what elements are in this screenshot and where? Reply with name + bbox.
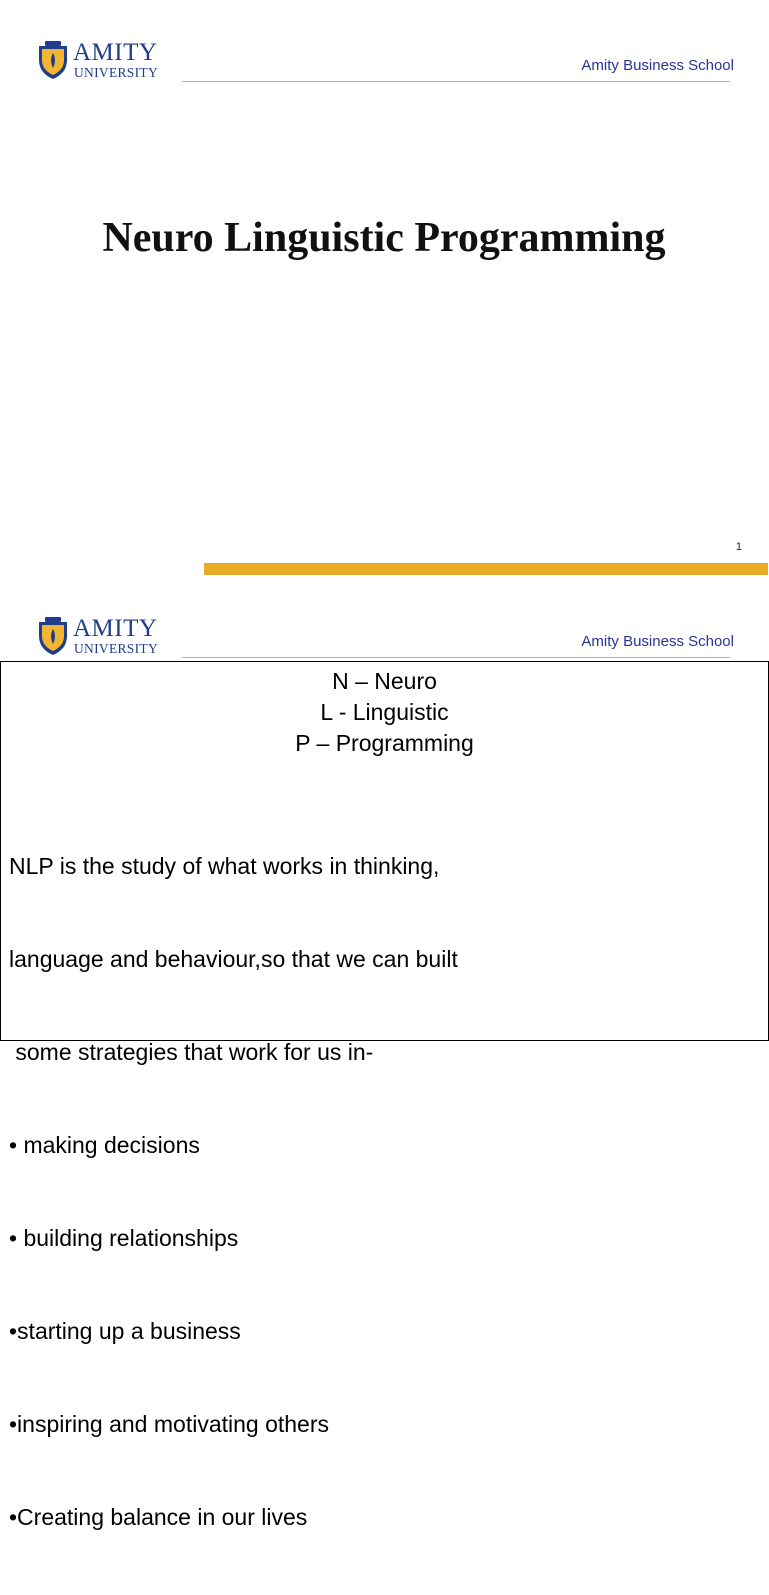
header-divider [182, 81, 730, 82]
bullet-item: •Creating balance in our lives [9, 1504, 308, 1530]
page-number: 1 [735, 541, 742, 553]
bullet-item: •inspiring and motivating others [9, 1411, 330, 1437]
logo-word-amity: AMITY [73, 615, 158, 642]
slide-title: Neuro Linguistic Programming [102, 215, 666, 261]
intro-line: language and behaviour,so that we can built [9, 946, 458, 972]
body-text [9, 789, 458, 1595]
amity-shield-icon [36, 616, 70, 656]
logo-word-university: UNIVERSITY [74, 641, 158, 656]
content-slide [0, 588, 768, 1530]
title-slide [0, 0, 768, 588]
bullet-item: • building relationships [9, 1225, 239, 1251]
bullet-item: •starting up a business [9, 1318, 241, 1344]
school-name: Amity Business School [581, 633, 734, 650]
logo-word-university: UNIVERSITY [74, 65, 158, 80]
bullet-item: • making decisions [9, 1132, 200, 1158]
school-name: Amity Business School [581, 57, 734, 74]
acronym-line-l: L - Linguistic [320, 699, 449, 725]
content-text-box [0, 661, 769, 1530]
amity-logo [36, 40, 168, 84]
logo-word-amity: AMITY [73, 39, 158, 66]
header-divider [182, 657, 730, 658]
amity-shield-icon [36, 40, 70, 80]
amity-logo [36, 616, 168, 660]
acronym-line-n: N – Neuro [332, 668, 437, 694]
acronym-line-p: P – Programming [295, 730, 474, 756]
footer-accent-bar [204, 563, 768, 575]
intro-line: some strategies that work for us in- [9, 1039, 374, 1065]
intro-line: NLP is the study of what works in thinking, [9, 853, 440, 879]
